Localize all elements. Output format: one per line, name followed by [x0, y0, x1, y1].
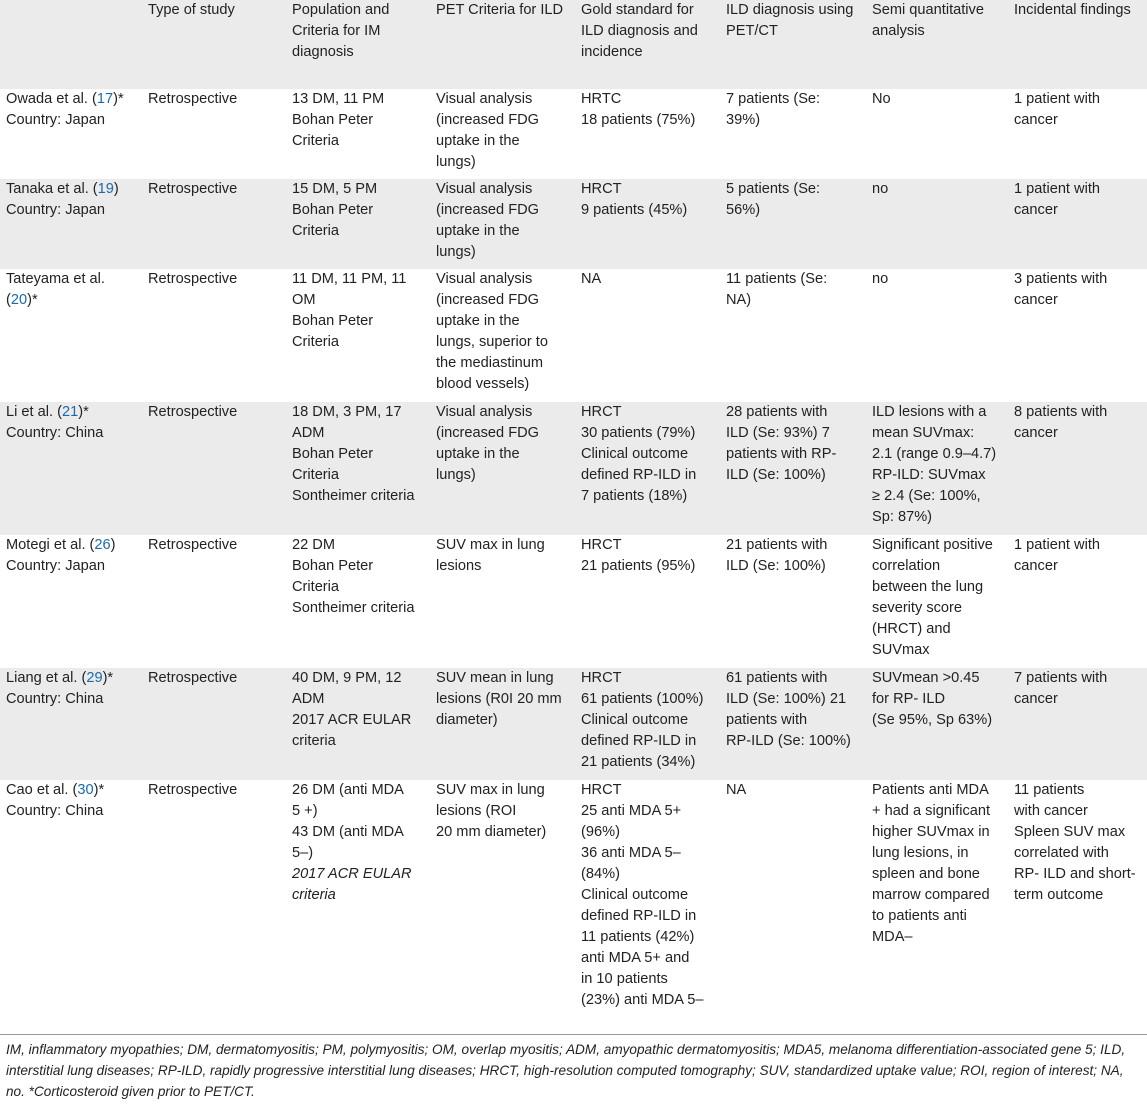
header-population: Population and Criteria for IM diagnosis	[292, 2, 390, 60]
cell-type: Retrospective	[148, 271, 238, 287]
cell-incidental: 11 patients with cancer Spleen SUV max correlated with RP- ILD and short- term outcome	[1014, 782, 1136, 903]
reference-link[interactable]: 21	[61, 404, 79, 420]
header-semi-quantitative: Semi quantitative analysis	[872, 2, 984, 39]
cell-incidental: 1 patient with cancer	[1014, 181, 1100, 218]
cell-ild-diagnosis: 28 patients with ILD (Se: 93%) 7 patients with RP- ILD (Se: 100%)	[726, 404, 837, 483]
cell-gold-standard: HRCT 21 patients (95%)	[581, 537, 696, 574]
cell-semi-quantitative: ILD lesions with a mean SUVmax: 2.1 (range 0.9–4.7) RP-ILD: SUVmax ≥ 2.4 (Se: 100%, Sp: 87%)	[872, 404, 997, 525]
cell-ild-diagnosis: 11 patients (Se: NA)	[726, 271, 828, 308]
cell-gold-standard: HRCT 30 patients (79%) Clinical outcome defined RP-ILD in 7 patients (18%)	[581, 404, 697, 504]
table-bottom-rule	[0, 1034, 1147, 1035]
reference-link[interactable]: 19	[97, 181, 114, 197]
table-header-row	[0, 0, 1147, 89]
cell-population: 18 DM, 3 PM, 17 ADM Bohan Peter Criteria Sontheimer criteria	[292, 404, 415, 504]
header-ild-diagnosis: ILD diagnosis using PET/CT	[726, 2, 854, 39]
cell-ild-diagnosis: 5 patients (Se: 56%)	[726, 181, 821, 218]
cell-pet-criteria: Visual analysis (increased FDG uptake in the lungs)	[436, 91, 539, 170]
reference-link[interactable]: 30	[77, 782, 94, 798]
cell-pet-criteria: Visual analysis (increased FDG uptake in the lungs, superior to the mediastinum blood vessels)	[436, 271, 548, 392]
cell-type: Retrospective	[148, 91, 238, 107]
cell-gold-standard: HRCT 9 patients (45%)	[581, 181, 688, 218]
table-row	[0, 535, 1147, 668]
cell-type: Retrospective	[148, 181, 238, 197]
header-gold-standard: Gold standard for ILD diagnosis and incidence	[581, 2, 698, 60]
table-footnote: IM, inflammatory myopathies; DM, dermatomyositis; PM, polymyositis; OM, overlap myositis; ADM, amyopathic dermatomyositis; MDA5, melanoma differentiation-associated gene 5; ILD, interstitial lung diseases; RP-ILD, rapidly progressive interstitial lung diseases; HRCT, high-resolution computed tomography; SUV, standardized uptake value; ROI, region of interest; NA, no. *Corticosteroid given prior to PET/CT.	[6, 1042, 1126, 1099]
cell-incidental: 8 patients with cancer	[1014, 404, 1108, 441]
reference-link[interactable]: 26	[94, 537, 111, 553]
cell-semi-quantitative: Significant positive correlation between the lung severity score (HRCT) and SUVmax	[872, 537, 993, 658]
cell-incidental: 7 patients with cancer	[1014, 670, 1108, 707]
reference-link[interactable]: 29	[86, 670, 103, 686]
table-row	[0, 179, 1147, 269]
cell-semi-quantitative: no	[872, 271, 889, 287]
cell-semi-quantitative: SUVmean >0.45 for RP- ILD (Se 95%, Sp 63%)	[872, 670, 993, 728]
cell-population: 22 DM Bohan Peter Criteria Sontheimer criteria	[292, 537, 415, 616]
table-row	[0, 780, 1147, 1023]
cell-study: Li et al. (21)* Country: China	[6, 404, 104, 441]
cell-gold-standard: HRCT 61 patients (100%) Clinical outcome defined RP-ILD in 21 patients (34%)	[581, 670, 704, 770]
cell-gold-standard: NA	[581, 271, 602, 287]
cell-type: Retrospective	[148, 670, 238, 686]
cell-semi-quantitative: no	[872, 181, 889, 197]
cell-population: 13 DM, 11 PM Bohan Peter Criteria	[292, 91, 385, 149]
table-row	[0, 269, 1147, 402]
cell-type: Retrospective	[148, 404, 238, 420]
cell-ild-diagnosis: NA	[726, 782, 747, 798]
cell-study: Tanaka et al. (19) Country: Japan	[6, 181, 119, 218]
reference-link[interactable]: 17	[96, 91, 114, 107]
cell-incidental: 3 patients with cancer	[1014, 271, 1108, 308]
reference-link[interactable]: 20	[10, 292, 28, 308]
cell-study: Tateyama et al. (20)*	[6, 271, 105, 308]
cell-pet-criteria: SUV max in lung lesions	[436, 537, 545, 574]
cell-pet-criteria: SUV mean in lung lesions (R0I 20 mm diameter)	[436, 670, 562, 728]
cell-pet-criteria: Visual analysis (increased FDG uptake in the lungs)	[436, 181, 539, 260]
cell-pet-criteria: SUV max in lung lesions (ROI 20 mm diameter)	[436, 782, 547, 840]
table-row	[0, 402, 1147, 535]
cell-population: 26 DM (anti MDA 5 +) 43 DM (anti MDA 5–) 2017 ACR EULAR criteria	[292, 782, 412, 903]
cell-population: 15 DM, 5 PM Bohan Peter Criteria	[292, 181, 378, 239]
cell-incidental: 1 patient with cancer	[1014, 537, 1100, 574]
header-study	[0, 0, 142, 89]
cell-pet-criteria: Visual analysis (increased FDG uptake in the lungs)	[436, 404, 539, 483]
cell-study: Motegi et al. (26) Country: Japan	[6, 537, 116, 574]
cell-ild-diagnosis: 61 patients with ILD (Se: 100%) 21 patients with RP-ILD (Se: 100%)	[726, 670, 851, 749]
cell-semi-quantitative: No	[872, 91, 891, 107]
cell-gold-standard: HRCT 25 anti MDA 5+ (96%) 36 anti MDA 5– (84%) Clinical outcome defined RP-ILD in 11 patients (42%) anti MDA 5+ and in 10 patients (23%) anti MDA 5–	[581, 782, 704, 1008]
cell-study: Owada et al. (17)* Country: Japan	[6, 91, 124, 128]
cell-gold-standard: HRTC 18 patients (75%)	[581, 91, 696, 128]
cell-study: Liang et al. (29)* Country: China	[6, 670, 114, 707]
cell-type: Retrospective	[148, 537, 238, 553]
header-pet-criteria: PET Criteria for ILD	[436, 2, 564, 18]
table-row	[0, 668, 1147, 780]
cell-population: 40 DM, 9 PM, 12 ADM 2017 ACR EULAR criteria	[292, 670, 412, 749]
cell-study: Cao et al. (30)* Country: China	[6, 782, 105, 819]
cell-ild-diagnosis: 21 patients with ILD (Se: 100%)	[726, 537, 828, 574]
header-incidental: Incidental findings	[1014, 2, 1131, 18]
cell-population: 11 DM, 11 PM, 11 OM Bohan Peter Criteria	[292, 271, 407, 350]
cell-type: Retrospective	[148, 782, 238, 798]
cell-ild-diagnosis: 7 patients (Se: 39%)	[726, 91, 821, 128]
header-type: Type of study	[148, 2, 235, 18]
cell-semi-quantitative: Patients anti MDA + had a significant higher SUVmax in lung lesions, in spleen and bone marrow compared to patients anti MDA–	[872, 782, 991, 945]
table-row	[0, 89, 1147, 179]
cell-incidental: 1 patient with cancer	[1014, 91, 1100, 128]
